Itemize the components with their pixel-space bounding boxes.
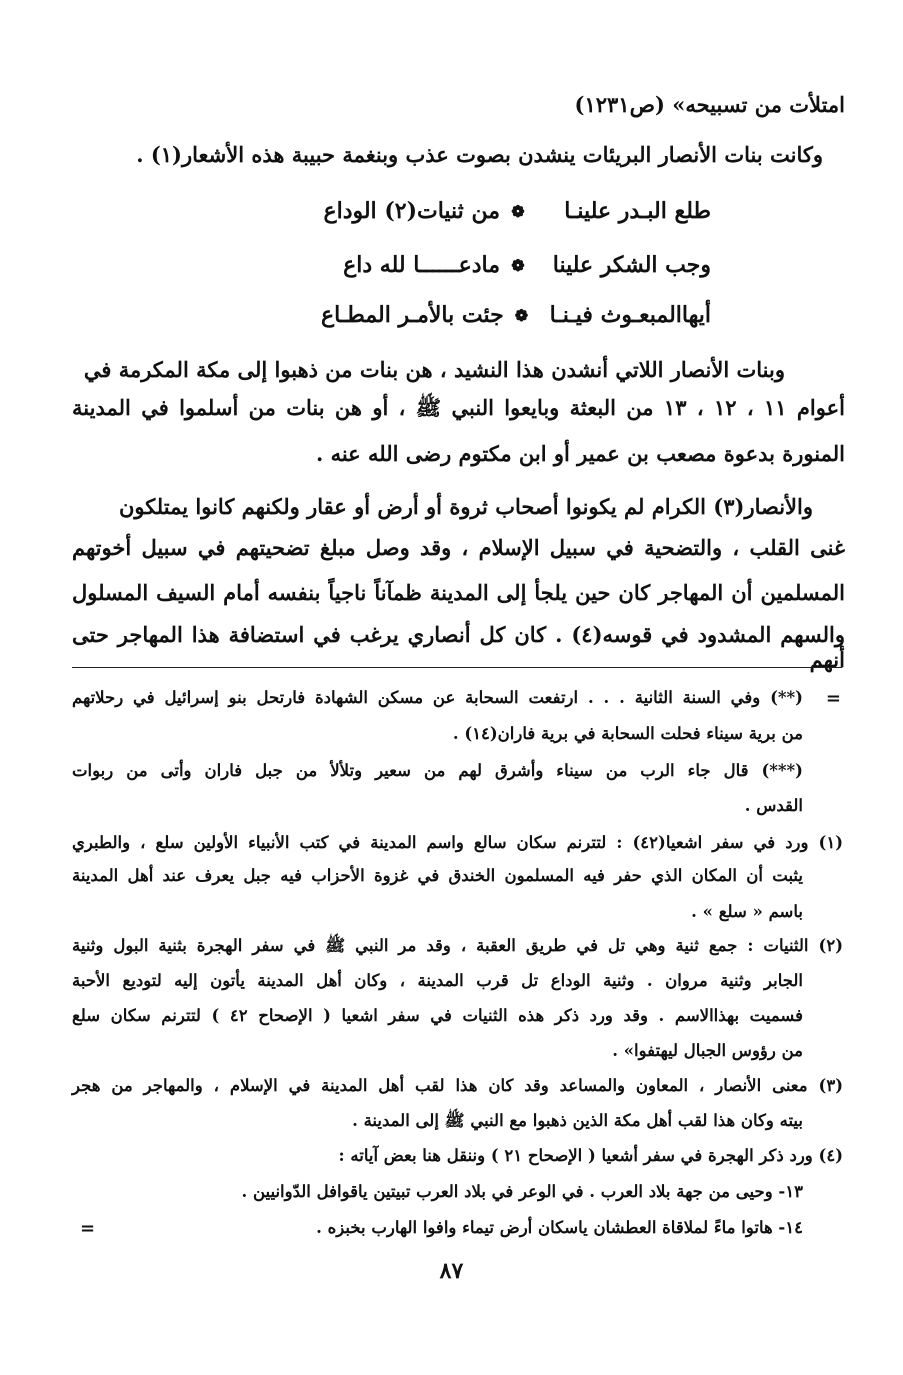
continuation-mark: = — [825, 688, 841, 709]
poem-hemistich-1: أيهاالمبعـوث فيـنـا — [549, 302, 711, 328]
page-number: ٨٧ — [439, 1258, 464, 1284]
body-line-7: غنى القلب ، والتضحية في سبيل الإسلام ، وقد وصل مبلغ تضحيتهم في سبيل أخوتهم — [72, 535, 845, 560]
footnote-line-5: (١) ورد في سفر اشعيا(٤٢) : لتترنم سكان سالع واسم المدينة في كتب الأنبياء الأولين سلع ، والطبري — [72, 833, 843, 852]
footnote-line-10: فسميت بهذاالاسم . وقد ورد ذكر هذه الثنيات في سفر اشعيا ( الإصحاح ٤٢ ) لتترنم سكان سلع — [72, 1006, 803, 1025]
footnote-separator — [72, 667, 842, 668]
body-line-1: امتلأت من تسبيحه» (ص١٢٣١) — [574, 92, 845, 117]
footnote-line-11: من رؤوس الجبال ليهتفوا» . — [612, 1041, 803, 1060]
continuation-mark-end: = — [80, 1218, 96, 1239]
poem-row-2 — [321, 252, 711, 278]
poem-separator-icon: ❁ — [511, 255, 525, 275]
footnote-line-6: يثبت أن المكان الذي حفر فيه المسلمون الخندق في غزوة الأحزاب فيه جبل يعرف عند أهل المدينة — [72, 866, 803, 885]
footnote-line-7: باسم « سلع » . — [691, 902, 803, 921]
footnote-line-14: (٤) ورد ذكر الهجرة في سفر أشعيا ( الإصحاح ٢١ ) وننقل هنا بعض آياته : — [338, 1146, 843, 1165]
poem-hemistich-1: طلع البـدر علينـا — [564, 198, 711, 224]
body-line-5: المنورة بدعوة مصعب بن عمير أو ابن مكتوم رضى الله عنه . — [315, 441, 845, 466]
body-line-4: أعوام ١١ ، ١٢ ، ١٣ من البعثة وبايعوا النبي ﷺ ، أو هن بنات من أسلموا في المدينة — [72, 395, 845, 420]
poem-separator-icon: ❁ — [514, 305, 529, 325]
poem-hemistich-1: وجب الشكر علينا — [552, 252, 711, 278]
poem-row-1 — [321, 198, 711, 224]
poem-hemistich-2: من ثنيات(٢) الوداع — [323, 198, 500, 224]
body-line-9: والسهم المشدود في قوسه(٤) . كان كل أنصاري يرغب في استضافة هذا المهاجر حتى أنهم — [72, 622, 845, 672]
footnote-line-16: ١٤- هاتوا ماءً لملاقاة العطشان ياسكان أرض تيماء وافوا الهارب بخبزه . — [316, 1218, 803, 1237]
footnote-line-2: من برية سيناء فحلت السحابة في برية فاران(١٤) . — [452, 724, 803, 743]
footnote-line-8: (٢) الثنيات : جمع ثنية وهي تل في طريق العقبة ، وقد مر النبي ﷺ في سفر الهجرة بثنية البول وثنية — [72, 936, 843, 955]
body-line-3: وبنات الأنصار اللاتي أنشدن هذا النشيد ، هن بنات من ذهبوا إلى مكة المكرمة في — [83, 357, 785, 382]
footnote-line-1: (**) وفي السنة الثانية . . . ارتفعت السحابة عن مسكن الشهادة فارتحل بنو إسرائيل في رحلاتهم — [72, 688, 803, 707]
poem-separator-icon: ❁ — [511, 201, 525, 221]
footnote-line-12: (٣) معنى الأنصار ، المعاون والمساعد وقد كان هذا لقب أهل المدينة في الإسلام ، والمهاجر من هجر — [72, 1076, 843, 1095]
poem-hemistich-2: جئت بالأمـر المطـاع — [321, 302, 504, 328]
footnote-line-15: ١٣- وحيى من جهة بلاد العرب . في الوعر في بلاد العرب تبيتين ياقوافل الدّوانيين . — [241, 1182, 803, 1201]
footnote-line-3: (***) قال جاء الرب من سيناء وأشرق لهم من سعير وتلألأ من جبل فاران وأتى من ربوات — [72, 761, 803, 780]
body-line-6: والأنصار(٣) الكرام لم يكونوا أصحاب ثروة أو أرض أو عقار ولكنهم كانوا يمتلكون — [118, 494, 813, 519]
footnote-line-13: بيته وكان هذا لقب أهل مكة الذين ذهبوا مع النبي ﷺ إلى المدينة . — [352, 1111, 803, 1130]
footnote-line-9: الجابر وثنية مروان . وثنية الوداع تل قرب المدينة ، وكان أهل المدينة يأتون إليه لتوديع الأحبة — [72, 971, 803, 990]
poem-hemistich-2: مادعــــــا لله داع — [343, 252, 500, 278]
footnote-line-4: القدس . — [744, 796, 803, 815]
poem-row-3 — [321, 302, 711, 328]
body-line-8: المسلمين أن المهاجر كان حين يلجأ إلى المدينة ظمآناً ناجياً بنفسه أمام السيف المسلول — [72, 580, 845, 605]
body-line-2: وكانت بنات الأنصار البريئات ينشدن بصوت عذب وبنغمة حبيبة هذه الأشعار(١) . — [136, 142, 823, 167]
